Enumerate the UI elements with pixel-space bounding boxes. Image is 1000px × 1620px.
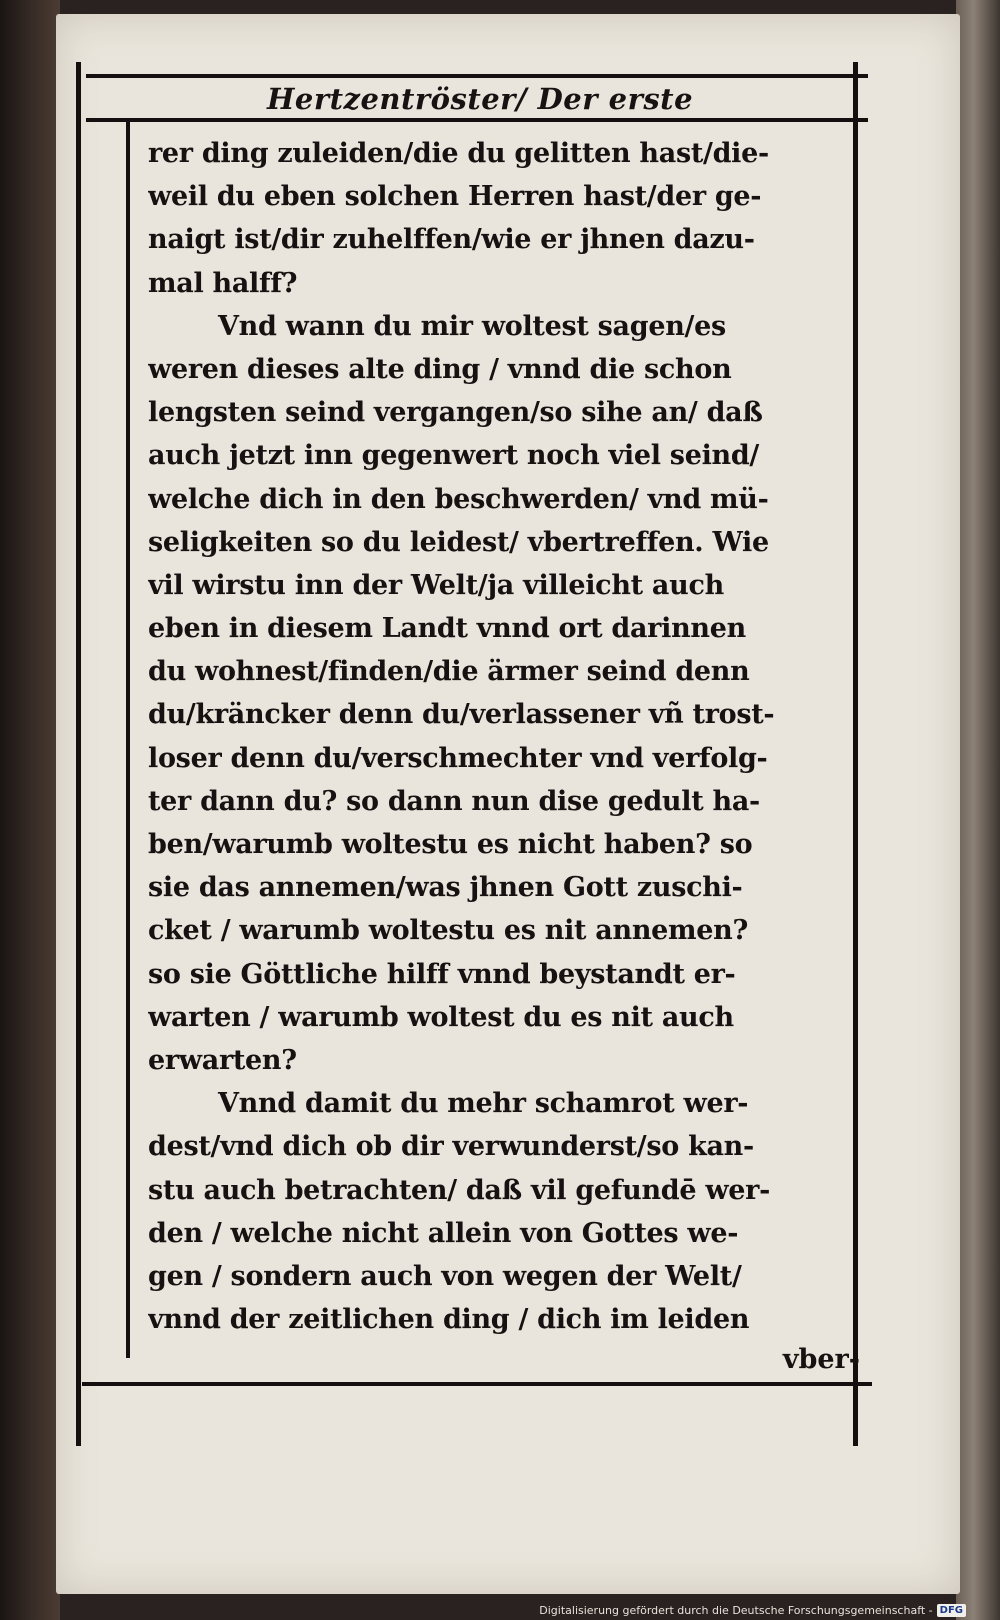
text-line: welche dich in den beschwerden/ vnd mü- <box>148 483 769 515</box>
text-line: den / welche nicht allein von Gottes we- <box>148 1217 739 1249</box>
text-line: ter dann du? so dann nun dise gedult ha- <box>148 785 760 817</box>
frame-top-rule <box>86 74 868 78</box>
text-line: Vnd wann du mir woltest sagen/es <box>218 310 726 342</box>
text-line: Vnnd damit du mehr schamrot wer- <box>218 1088 749 1120</box>
header-rule <box>86 118 868 122</box>
text-line: vnnd der zeitlichen ding / dich im leiden <box>148 1304 750 1336</box>
text-line: weren dieses alte ding / vnnd die schon <box>148 353 732 385</box>
text-line: warten / warumb woltest du es nit auch <box>148 1001 734 1033</box>
dfg-logo: DFG <box>937 1604 966 1617</box>
text-line: loser denn du/verschmechter vnd verfolg- <box>148 742 768 774</box>
body-text <box>148 132 860 1341</box>
text-line: dest/vnd dich ob dir verwunderst/so kan- <box>148 1131 754 1163</box>
text-line: lengsten seind vergangen/so sihe an/ daß <box>148 397 763 429</box>
frame-bottom-rule <box>82 1382 872 1386</box>
text-line: cket / warumb woltestu es nit annemen? <box>148 915 749 947</box>
catchword: vber- <box>782 1344 860 1375</box>
text-line: weil du eben solchen Herren hast/der ge- <box>148 181 762 213</box>
text-line: eben in diesem Landt vnnd ort darinnen <box>148 613 746 645</box>
text-line: so sie Göttliche hilff vnnd beystandt er- <box>148 958 736 990</box>
text-line: seligkeiten so du leidest/ vbertreffen. Wie <box>148 526 769 558</box>
text-line: stu auch betrachten/ daß vil gefundē wer- <box>148 1174 770 1206</box>
credit-text: Digitalisierung gefördert durch die Deutsche Forschungsgemeinschaft - <box>539 1603 933 1617</box>
book-edge-right <box>956 0 1000 1620</box>
text-line: naigt ist/dir zuhelffen/wie er jhnen dazu- <box>148 224 755 256</box>
digitization-credit <box>539 1600 966 1620</box>
text-line: du/kräncker denn du/verlassener vñ trost- <box>148 699 775 731</box>
running-head: Hertzentröster/ Der erste <box>266 82 694 116</box>
book-binding-left <box>0 0 60 1620</box>
text-line: sie das annemen/was jhnen Gott zuschi- <box>148 872 743 904</box>
text-margin-rule <box>126 122 130 1358</box>
text-line: vil wirstu inn der Welt/ja villeicht auch <box>148 569 724 601</box>
text-line: auch jetzt inn gegenwert noch viel seind/ <box>148 440 759 472</box>
text-line: du wohnest/finden/die ärmer seind denn <box>148 656 750 688</box>
text-line: ben/warumb woltestu es nicht haben? so <box>148 829 753 860</box>
text-line: rer ding zuleiden/die du gelitten hast/die- <box>148 138 769 169</box>
text-line: mal halff? <box>148 267 298 299</box>
text-line: erwarten? <box>148 1044 297 1076</box>
text-line: gen / sondern auch von wegen der Welt/ <box>148 1260 742 1292</box>
